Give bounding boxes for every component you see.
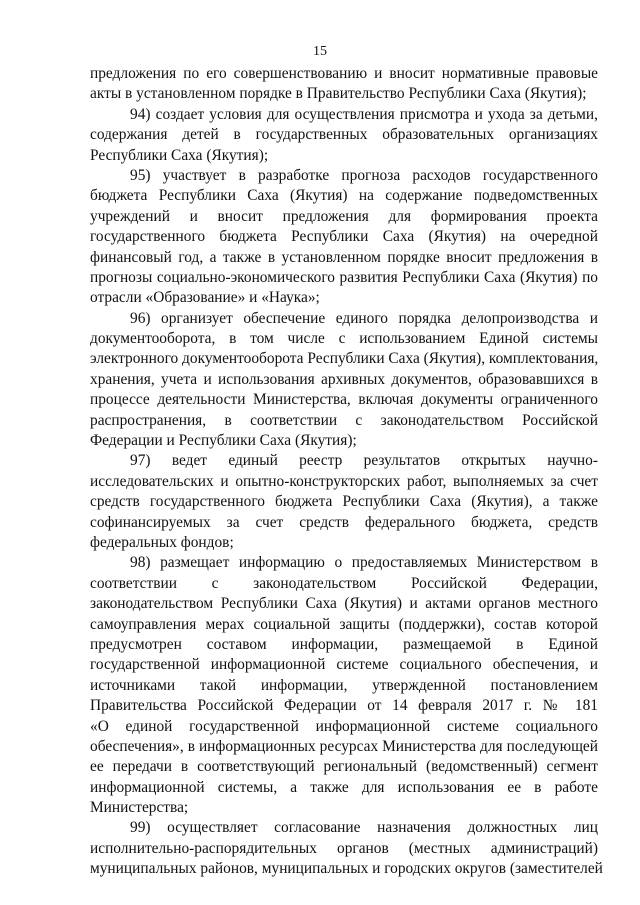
paragraph <box>90 64 598 105</box>
text-line: источниками такой информации, утвержденной постановлением <box>90 676 598 694</box>
paragraph <box>90 553 598 818</box>
text-line: акты в установленном порядке в Правительство Республики Саха (Якутия); <box>90 85 587 103</box>
text-line: обеспечения», в информационных ресурсах Министерства для последующей <box>90 737 598 755</box>
text-line: 95) участвует в разработке прогноза расходов государственного <box>130 166 598 184</box>
paragraph <box>90 166 598 309</box>
text-line: государственного бюджета Республики Саха (Якутия) на очередной <box>90 228 598 246</box>
text-line: хранения, учета и использования архивных документов, образовавшихся в <box>90 370 598 388</box>
text-line: финансовый год, а также в установленном порядке вносит предложения в <box>90 248 598 266</box>
paragraph <box>90 105 598 166</box>
text-line: софинансируемых за счет средств федерального бюджета, средств <box>90 513 598 531</box>
text-line: Республики Саха (Якутия); <box>90 146 269 164</box>
text-line: 94) создает условия для осуществления присмотра и ухода за детьми, <box>130 105 598 123</box>
paragraph <box>90 451 598 553</box>
text-line: соответствии с законодательством Российской Федерации, <box>90 574 598 592</box>
text-line: 96) организует обеспечение единого порядка делопроизводства и <box>130 309 598 327</box>
text-line: Правительства Российской Федерации от 14 февраля 2017 г. № 181 <box>90 697 598 715</box>
text-line: Министерства; <box>90 799 189 817</box>
text-line: прогнозы социально-экономического развития Республики Саха (Якутия) по <box>90 268 598 286</box>
text-line: исполнительно-распорядительных органов (местных администраций) <box>90 839 598 857</box>
text-line: информационной системы, а также для использования ее в работе <box>90 778 598 796</box>
text-line: муниципальных районов, муниципальных и городских округов (заместителей <box>90 860 603 878</box>
text-line: предложения по его совершенствованию и вносит нормативные правовые <box>90 65 598 82</box>
text-line: электронного документооборота Республики Саха (Якутия), комплектования, <box>90 350 599 368</box>
text-line: предусмотрен составом информации, размещаемой в Единой <box>90 635 598 653</box>
text-line: отрасли «Образование» и «Наука»; <box>90 289 320 307</box>
text-line: процессе деятельности Министерства, включая документы ограниченного <box>90 391 598 409</box>
text-line: самоуправления мерах социальной защиты (поддержки), состав которой <box>90 615 598 633</box>
text-line: «О единой государственной информационной системе социального <box>90 717 598 735</box>
text-line: документооборота, в том числе с использованием Единой системы <box>90 330 598 348</box>
paragraph <box>90 818 603 879</box>
text-line: 99) осуществляет согласование назначения должностных лиц <box>130 819 598 837</box>
text-line: федеральных фондов; <box>90 533 234 551</box>
text-line: средств государственного бюджета Республики Саха (Якутия), а также <box>90 493 598 511</box>
document-body <box>90 64 603 880</box>
text-line: 98) размещает информацию о предоставляемых Министерством в <box>130 554 598 572</box>
text-line: 97) ведет единый реестр результатов открытых научно- <box>130 452 598 470</box>
text-line: Федерации и Республики Саха (Якутия); <box>90 432 357 450</box>
text-line: бюджета Республики Саха (Якутия) на содержание подведомственных <box>90 187 598 205</box>
page-number: 15 <box>313 44 327 59</box>
text-line: распространения, в соответствии с законодательством Российской <box>90 411 598 429</box>
text-line: государственной информационной системе социального обеспечения, и <box>90 656 598 674</box>
paragraph <box>90 309 598 452</box>
text-line: содержания детей в государственных образовательных организациях <box>90 126 598 144</box>
text-line: исследовательских и опытно-конструкторских работ, выполняемых за счет <box>90 472 598 490</box>
text-line: учреждений и вносит предложения для формирования проекта <box>90 207 598 225</box>
text-line: ее передачи в соответствующий региональный (ведомственный) сегмент <box>90 758 598 776</box>
text-line: законодательством Республики Саха (Якутия) и актами органов местного <box>90 595 598 613</box>
